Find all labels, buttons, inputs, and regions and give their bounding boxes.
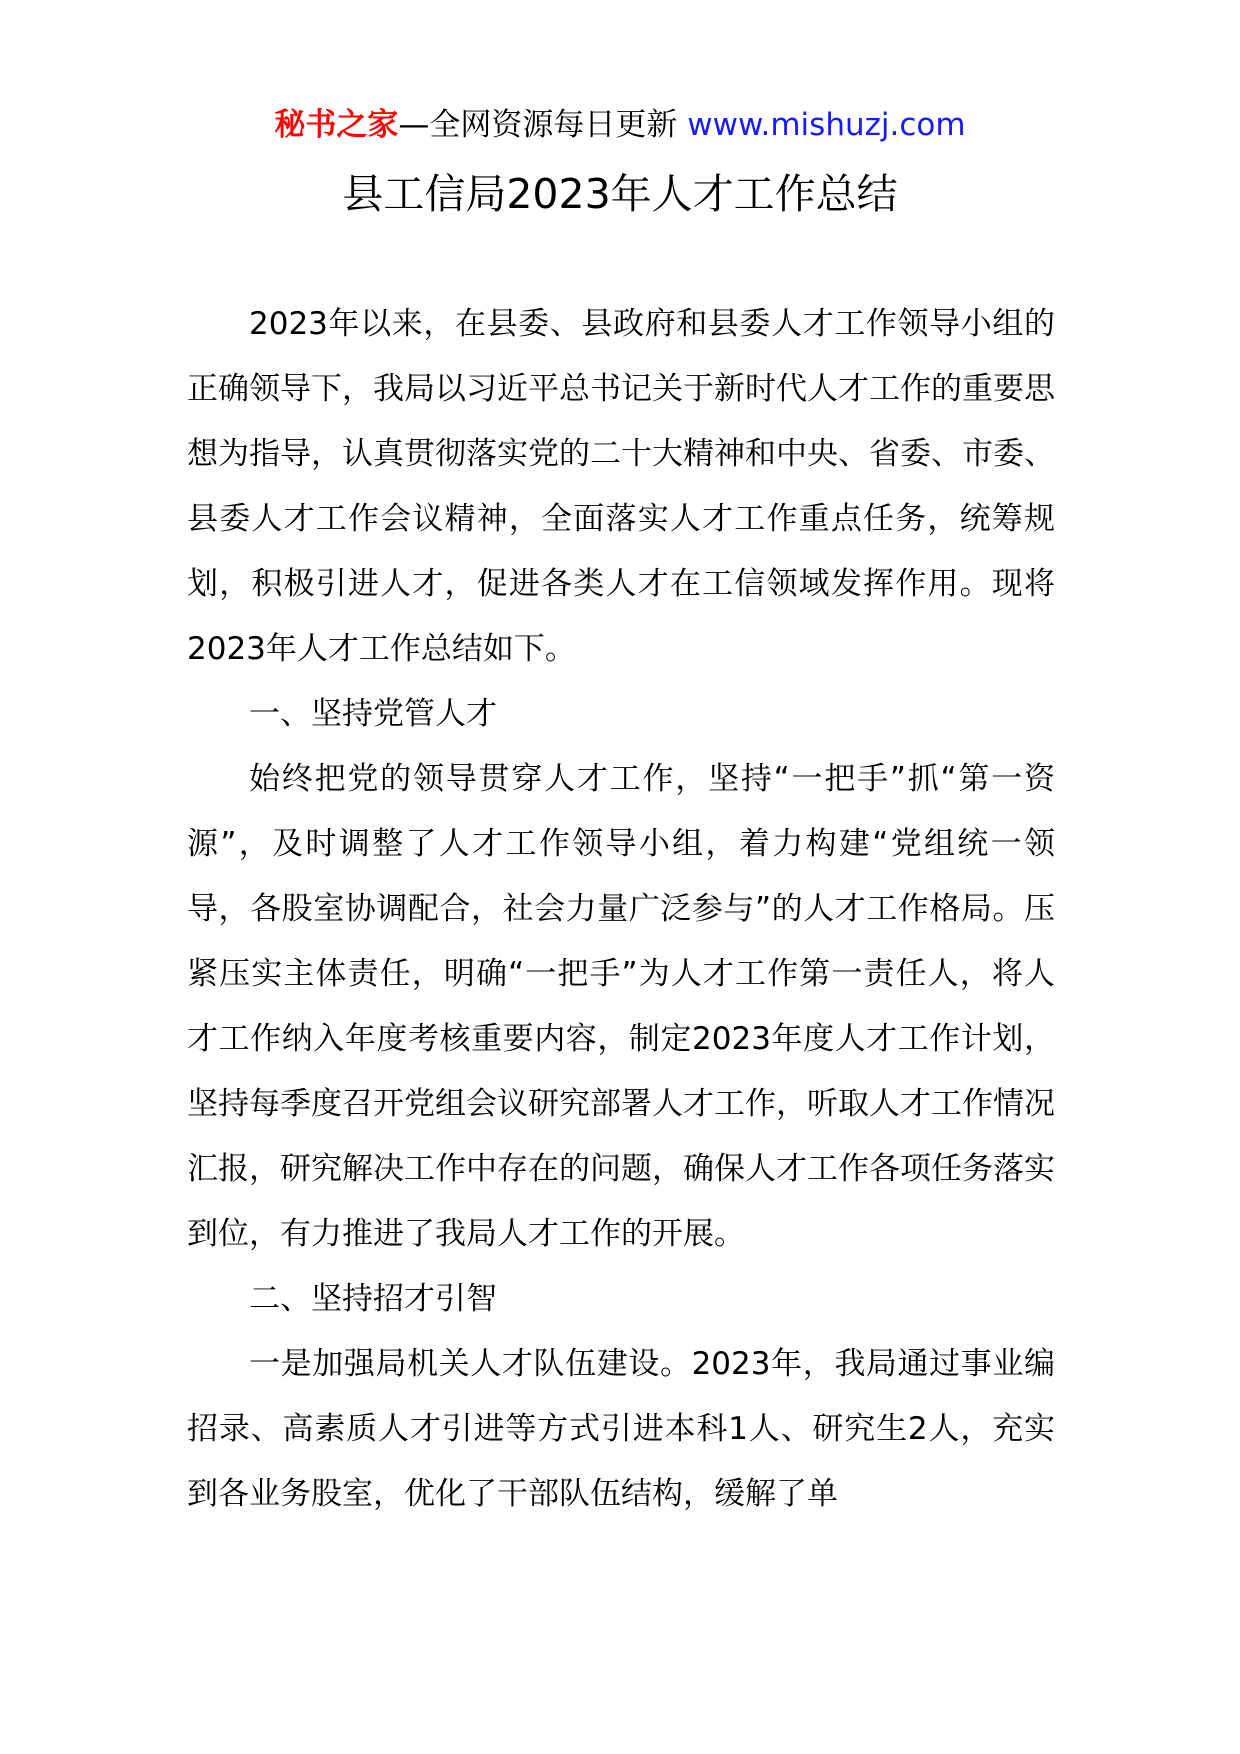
section-heading-2: 二、坚持招才引智 xyxy=(249,1281,497,1317)
section-heading-1: 一、坚持党管人才 xyxy=(249,696,497,732)
section-1-paragraph: 始终把党的领导贯穿人才工作，坚持“一把手”抓“第一资源”，及时调整了人才工作领导小组，着力构建“党组统一领导，各股室协调配合，社会力量广泛参与”的人才工作格局。压紧压实主体责任，明确“一把手”为人才工作第一责任人，将人才工作纳入年度考核重要内容，制定2023年度人才工作计划，坚持每季度召开党组会议研究部署人才工作，听取人才工作情况汇报，研究解决工作中存在的问题，确保人才工作各项任务落实到位，有力推进了我局人才工作的开展。 xyxy=(187,761,1055,1252)
brand-name: 秘书之家 xyxy=(274,107,399,143)
site-header xyxy=(0,103,1240,147)
intro-paragraph: 2023年以来，在县委、县政府和县委人才工作领导小组的正确领导下，我局以习近平总书记关于新时代人才工作的重要思想为指导，认真贯彻落实党的二十大精神和中央、省委、市委、县委人才工作会议精神，全面落实人才工作重点任务，统筹规划，积极引进人才，促进各类人才在工信领域发挥作用。现将2023年人才工作总结如下。 xyxy=(187,306,1055,667)
section-2-paragraph: 一是加强局机关人才队伍建设。2023年，我局通过事业编招录、高素质人才引进等方式引进本科1人、研究生2人，充实到各业务股室，优化了干部队伍结构，缓解了单 xyxy=(187,1346,1055,1512)
header-tagline: —全网资源每日更新 xyxy=(398,107,678,143)
document-title: 县工信局2023年人才工作总结 xyxy=(342,170,898,218)
document-body xyxy=(187,292,1055,1527)
site-url-link[interactable]: www.mishuzj.com xyxy=(687,107,966,143)
